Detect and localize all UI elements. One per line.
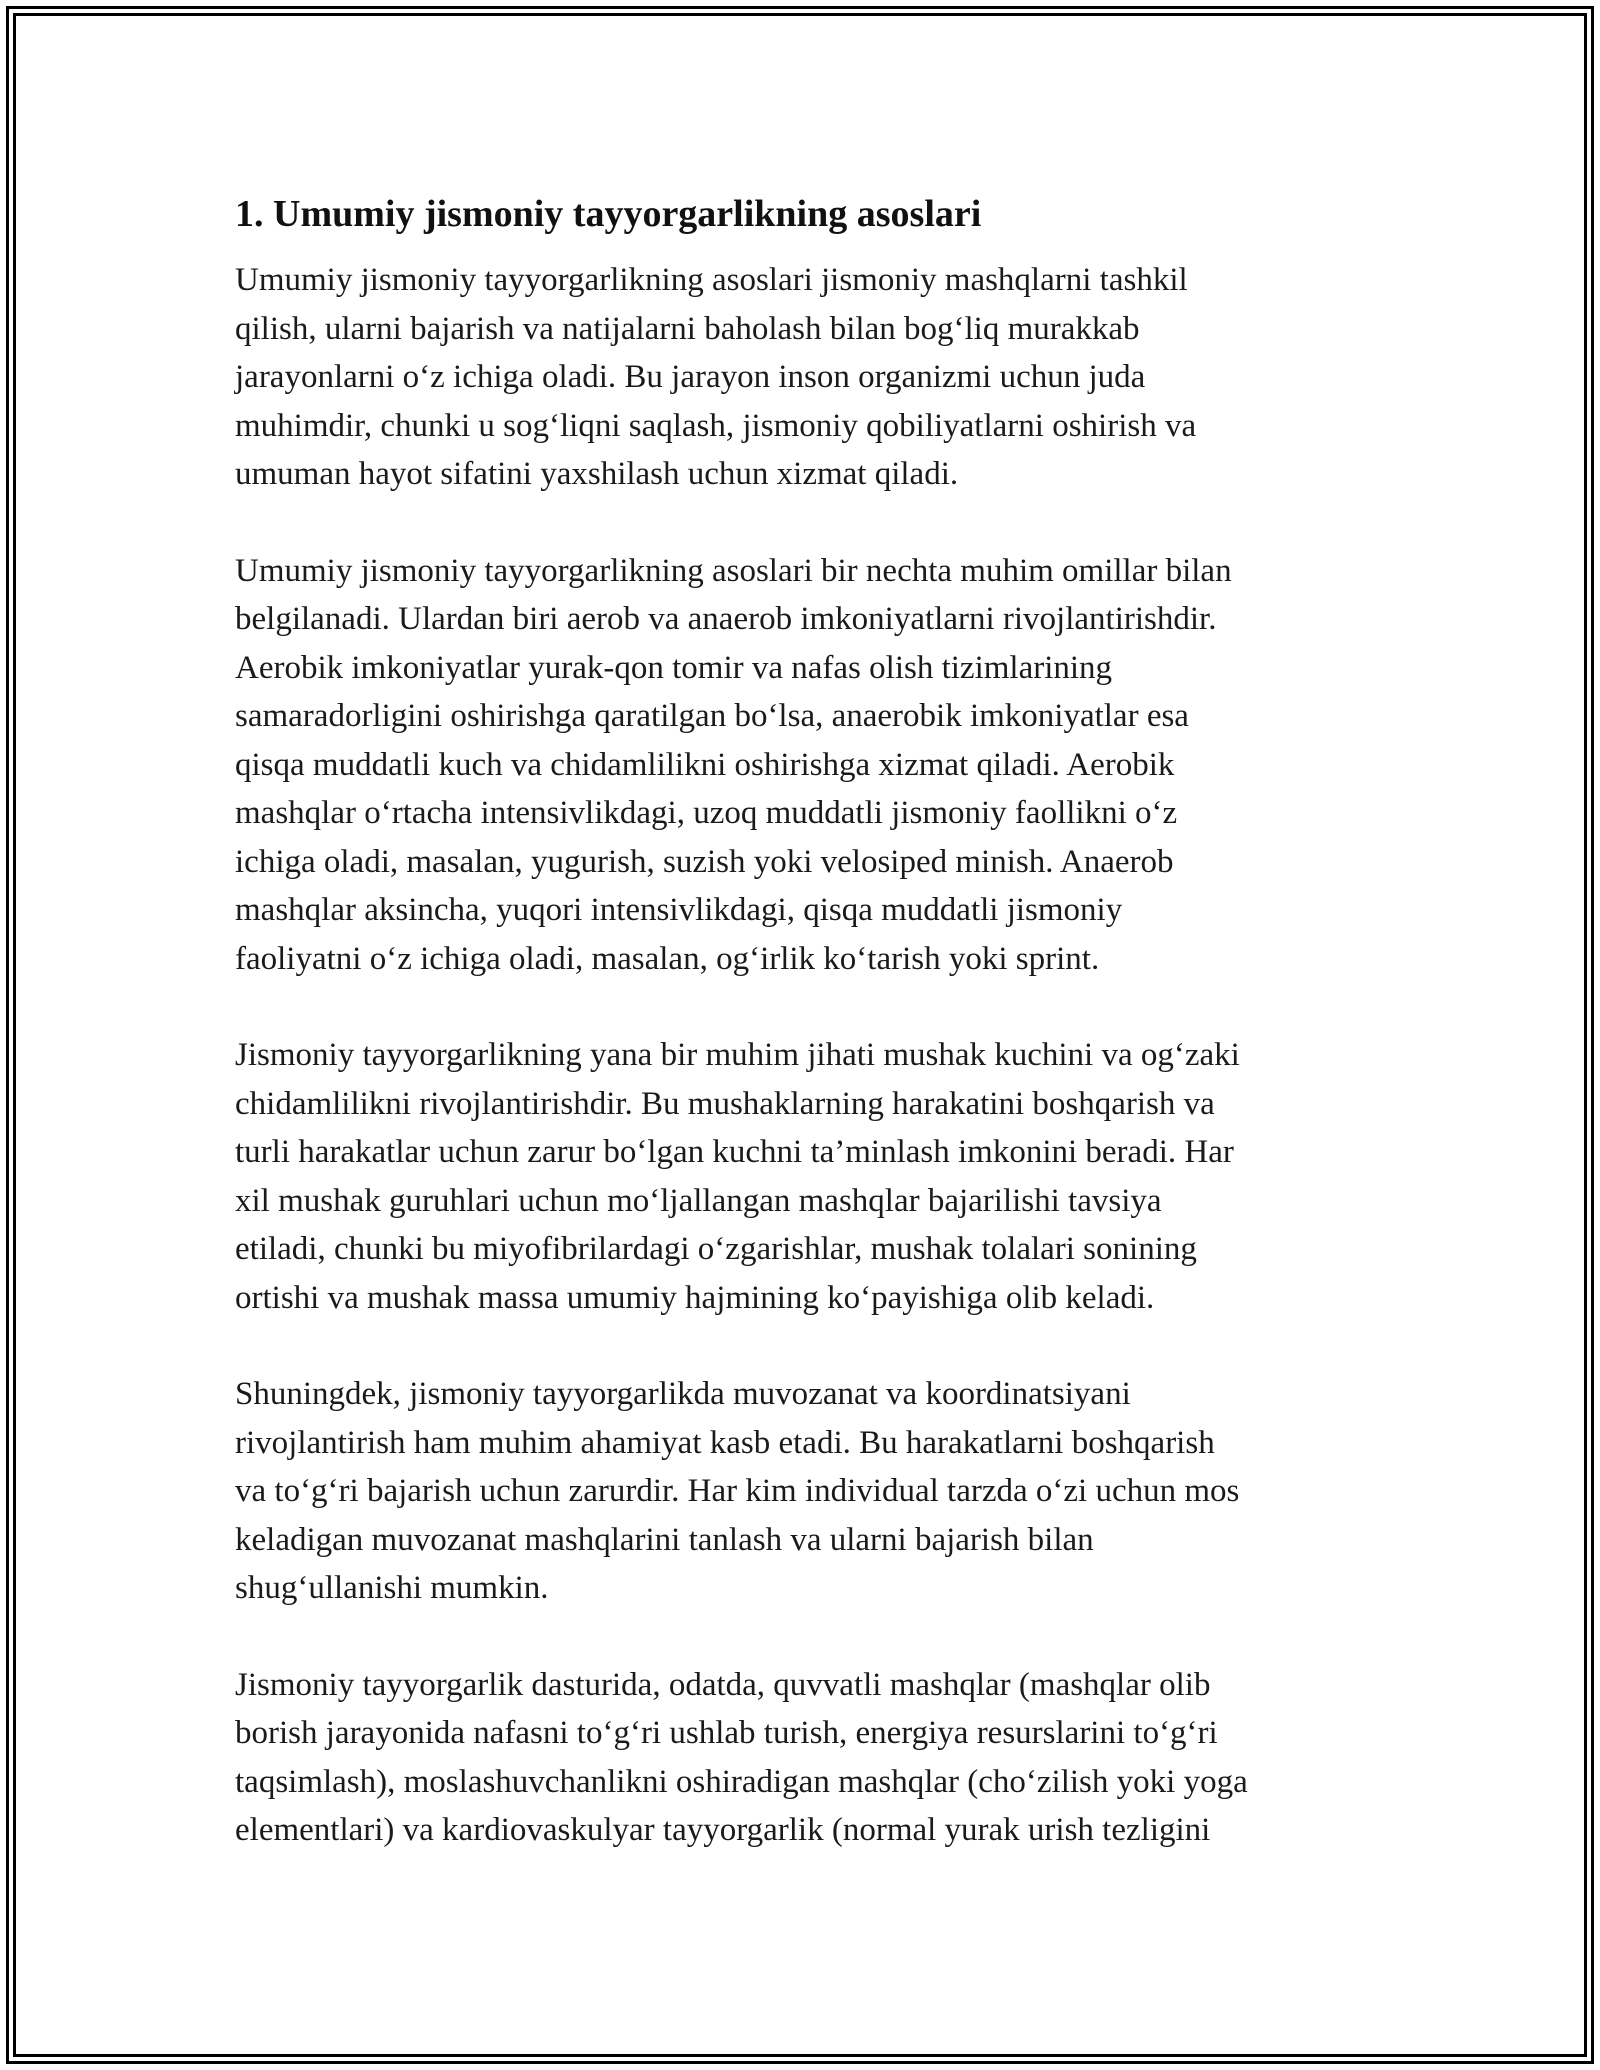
document-body <box>235 186 1375 1903</box>
text-line: qisqa muddatli kuch va chidamlilikni oshirishga xizmat qiladi. Aerobik <box>235 746 1175 783</box>
text-line: umuman hayot sifatini yaxshilash uchun xizmat qiladi. <box>235 456 959 492</box>
text-line: ortishi va mushak massa umumiy hajmining ko‘payishiga olib keladi. <box>235 1279 1155 1316</box>
text-line: qilish, ularni bajarish va natijalarni baholash bilan bog‘liq murakkab <box>235 310 1140 347</box>
text-line: samaradorligini oshirishga qaratilgan bo‘lsa, anaerobik imkoniyatlar esa <box>235 698 1189 734</box>
text-line: faoliyatni o‘z ichiga oladi, masalan, og‘irlik ko‘tarish yoki sprint. <box>235 940 1100 977</box>
paragraph-4 <box>235 1370 1375 1613</box>
text-line: mashqlar o‘rtacha intensivlikdagi, uzoq muddatli jismoniy faollikni o‘z <box>235 795 1178 831</box>
text-line: Jismoniy tayyorgarlik dasturida, odatda, quvvatli mashqlar (mashqlar olib <box>235 1666 1211 1703</box>
text-line: elementlari) va kardiovaskulyar tayyorgarlik (normal yurak urish tezligini <box>235 1812 1211 1848</box>
text-line: borish jarayonida nafasni to‘g‘ri ushlab turish, energiya resurslarini to‘g‘ri <box>235 1715 1218 1751</box>
text-line: chidamlilikni rivojlantirishdir. Bu mushaklarning harakatini boshqarish va <box>235 1085 1215 1122</box>
paragraph-2 <box>235 547 1375 984</box>
text-line: Shuningdek, jismoniy tayyorgarlikda muvozanat va koordinatsiyani <box>235 1376 1131 1412</box>
text-line: shug‘ullanishi mumkin. <box>235 1570 549 1606</box>
paragraph-1 <box>235 256 1375 499</box>
text-line: mashqlar aksincha, yuqori intensivlikdagi, qisqa muddatli jismoniy <box>235 892 1123 928</box>
text-line: Umumiy jismoniy tayyorgarlikning asoslari bir nechta muhim omillar bilan <box>235 552 1232 589</box>
paragraph-3 <box>235 1031 1375 1322</box>
text-line: turli harakatlar uchun zarur bo‘lgan kuchni ta’minlash imkonini beradi. Har <box>235 1134 1234 1170</box>
text-line: belgilanadi. Ulardan biri aerob va anaerob imkoniyatlarni rivojlantirishdir. <box>235 601 1217 637</box>
text-line: etiladi, chunki bu miyofibrilardagi o‘zgarishlar, mushak tolalari sonining <box>235 1231 1197 1267</box>
section-heading: 1. Umumiy jismoniy tayyorgarlikning asoslari <box>235 193 982 235</box>
text-line: keladigan muvozanat mashqlarini tanlash va ularni bajarish bilan <box>235 1521 1094 1558</box>
text-line: Jismoniy tayyorgarlikning yana bir muhim jihati mushak kuchini va og‘zaki <box>235 1037 1240 1073</box>
paragraph-5 <box>235 1661 1375 1855</box>
text-line: ichiga oladi, masalan, yugurish, suzish yoki velosiped minish. Anaerob <box>235 843 1174 880</box>
text-line: jarayonlarni o‘z ichiga oladi. Bu jarayon inson organizmi uchun juda <box>235 359 1146 395</box>
text-line: Umumiy jismoniy tayyorgarlikning asoslari jismoniy mashqlarni tashkil <box>235 262 1188 298</box>
text-line: Aerobik imkoniyatlar yurak-qon tomir va nafas olish tizimlarining <box>235 649 1113 686</box>
text-line: rivojlantirish ham muhim ahamiyat kasb etadi. Bu harakatlarni boshqarish <box>235 1424 1215 1461</box>
text-line: xil mushak guruhlari uchun mo‘ljallangan mashqlar bajarilishi tavsiya <box>235 1182 1162 1219</box>
text-line: taqsimlash), moslashuvchanlikni oshiradigan mashqlar (cho‘zilish yoki yoga <box>235 1763 1248 1800</box>
text-line: va to‘g‘ri bajarish uchun zarurdir. Har kim individual tarzda o‘zi uchun mos <box>235 1473 1240 1509</box>
text-line: muhimdir, chunki u sog‘liqni saqlash, jismoniy qobiliyatlarni oshirish va <box>235 407 1197 444</box>
